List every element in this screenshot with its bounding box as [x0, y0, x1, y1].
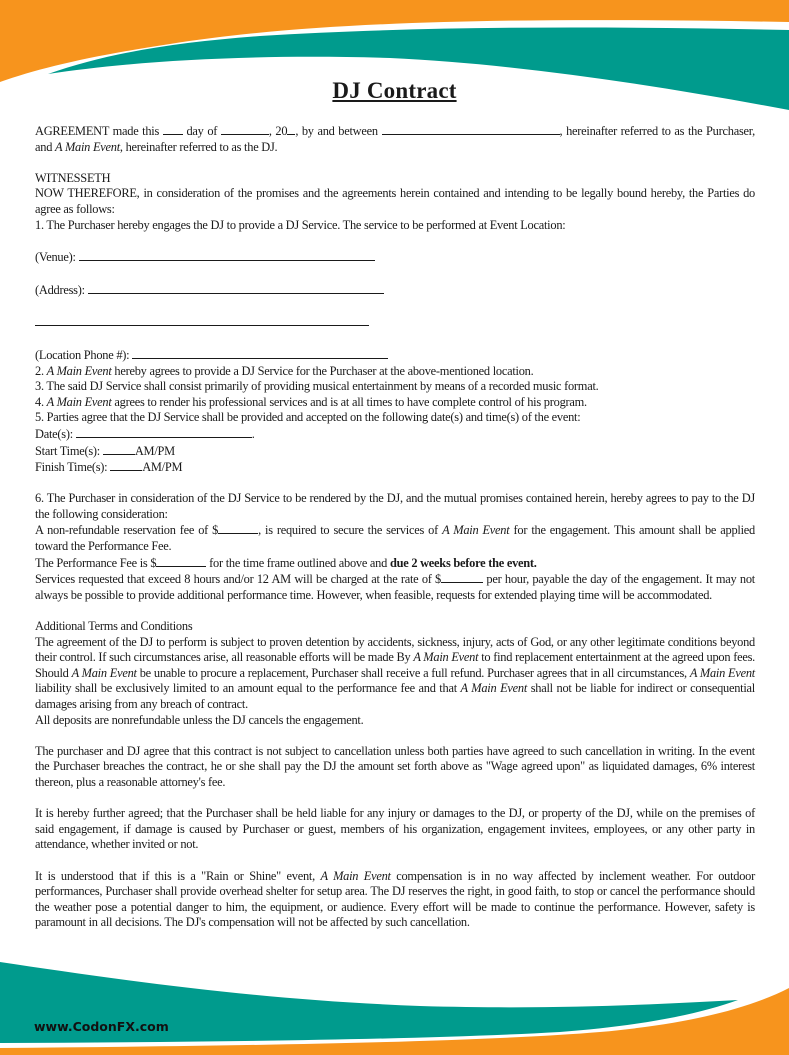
additional-terms-heading: Additional Terms and Conditions — [35, 619, 193, 634]
address-line-2 — [35, 314, 755, 331]
weather-text: compensation is in no way affected by inclement weather. For outdoor performances, Purchaser shall provide overhead shelter for setup area. The DJ reserves the right, in good faith, to stop or cancel the performance should the weather pose a potential danger to him, the equipment, or audience. Every effort will be made to continue the performance. However, safety is paramount in all decisions. The DJ's compensation will not be affected by such cancellation. — [35, 868, 756, 930]
performance-fee-paragraph — [35, 555, 755, 572]
company-name: A Main Event — [413, 650, 479, 665]
performance-fee-blank[interactable] — [156, 555, 206, 567]
additional-text: be unable to procure a replacement, Purchaser shall receive a full refund. Purchaser agrees that in all circumstances, — [136, 665, 690, 680]
hourly-rate-blank[interactable] — [441, 571, 483, 583]
clause-6: 6. The Purchaser in consideration of the DJ Service to be rendered by the DJ, and the mutual promises contained herein, hereby agrees to pay to the DJ the following consideration: — [35, 491, 755, 521]
intro-paragraph — [35, 123, 755, 155]
company-name: A Main Event — [460, 681, 528, 696]
start-time-label: Start Time(s): — [35, 443, 103, 458]
page-title: DJ Contract — [332, 78, 457, 104]
now-therefore-paragraph: NOW THEREFORE, in consideration of the promises and the agreements herein contained and intending to be legally bound hereby, the Parties do agree as follows: — [35, 186, 755, 216]
dates-label: Date(s): — [35, 426, 76, 441]
clause-3: 3. The said DJ Service shall consist primarily of providing musical entertainment by means of a recorded music format. — [35, 379, 599, 394]
start-time-field — [35, 443, 755, 460]
company-name: A Main Event — [55, 139, 120, 154]
phone-blank[interactable] — [132, 347, 388, 359]
clause-4 — [35, 395, 755, 411]
weather-text: It is understood that if this is a "Rain or Shine" event, — [35, 868, 321, 883]
performance-fee-text: for the time frame outlined above and — [206, 555, 390, 570]
clause-5: 5. Parties agree that the DJ Service shall be provided and accepted on the following date(s) and time(s) of the event: — [35, 410, 581, 425]
venue-label: (Venue): — [35, 250, 79, 265]
ampm-label: AM/PM — [142, 460, 183, 475]
intro-text: AGREEMENT made this — [35, 124, 163, 138]
company-name: A Main Event — [46, 394, 112, 409]
reservation-fee-paragraph — [35, 522, 755, 554]
venue-field — [35, 249, 755, 266]
clause-1: 1. The Purchaser hereby engages the DJ to provide a DJ Service. The service to be performed at Event Location: — [35, 217, 566, 232]
month-blank[interactable] — [221, 123, 269, 135]
venue-blank[interactable] — [79, 249, 375, 261]
additional-terms-paragraph — [35, 635, 755, 713]
performance-fee-text: The Performance Fee is $ — [35, 555, 157, 570]
company-name: A Main Event — [689, 665, 755, 680]
purchaser-name-blank[interactable] — [382, 123, 560, 135]
phone-label: (Location Phone #): — [35, 347, 133, 362]
footer-website-link[interactable]: www.CodonFX.com — [34, 1019, 169, 1034]
intro-text: , 20 — [268, 124, 288, 138]
start-time-blank[interactable] — [103, 443, 135, 455]
witnesseth-heading: WITNESSETH — [35, 170, 111, 185]
deposits-paragraph: All deposits are nonrefundable unless the DJ cancels the engagement. — [35, 712, 364, 727]
phone-field — [35, 347, 755, 364]
clause-text: agrees to render his professional services and is at all times to have complete control of his program. — [111, 394, 587, 409]
additional-text: to find replacement entertainment at the agreed upon fees. Should — [35, 650, 755, 680]
liability-paragraph: It is hereby further agreed; that the Purchaser shall be held liable for any injury or damages to the DJ, or property of the DJ, while on the premises of said engagement, if damage is caused by Purchaser or guest, members of his organization, engagement invitees, employees, or any other party in attendance, whether invited or not. — [35, 806, 755, 852]
company-name: A Main Event — [46, 363, 112, 378]
finish-time-field — [35, 459, 755, 476]
address-field — [35, 282, 755, 299]
company-name: A Main Event — [442, 523, 510, 538]
weather-paragraph — [35, 869, 755, 931]
intro-text: , by and between — [295, 124, 382, 138]
day-blank[interactable] — [163, 123, 183, 135]
reservation-fee-blank[interactable] — [218, 522, 258, 534]
overtime-text: Services requested that exceed 8 hours and/or 12 AM will be charged at the rate of $ — [35, 572, 441, 587]
footer-wave-decoration — [0, 950, 789, 1055]
dates-blank[interactable] — [76, 426, 252, 438]
dates-field: Date(s): . — [35, 426, 255, 441]
additional-text: The agreement of the DJ to perform is subject to proven detention by accidents, sickness, injury, acts of God, or any other legitimate conditions beyond their control. If such circumstances arise, all reasonable efforts will be made By — [35, 634, 755, 665]
clause-text: hereby agrees to provide a DJ Service for the Purchaser at the above-mentioned location. — [111, 363, 534, 378]
intro-text: day of — [182, 124, 221, 138]
clause-number: 4. — [35, 394, 47, 409]
finish-time-blank[interactable] — [110, 459, 142, 471]
performance-fee-text: . — [533, 555, 537, 570]
ampm-label: AM/PM — [134, 443, 175, 458]
company-name: A Main Event — [320, 868, 391, 883]
intro-text: , hereinafter referred to as the Purchaser, and — [35, 124, 755, 154]
cancellation-paragraph: The purchaser and DJ agree that this contract is not subject to cancellation unless both parties have agreed to such cancellation in writing. In the event the Purchaser breaches the contract, he or she shall pay the DJ the amount set forth above as "Wage agreed upon" as liquidated damages, 6% interest thereon, plus a reasonable attorney's fee. — [35, 743, 755, 789]
clause-2 — [35, 364, 755, 380]
reservation-text: A non-refundable reservation fee of $ — [35, 523, 219, 538]
reservation-text: for the engagement. This amount shall be applied toward the Performance Fee. — [35, 523, 755, 554]
additional-text: shall not be liable for indirect or consequential damages arising from any breach of contract. — [35, 681, 755, 711]
header-wave-decoration — [0, 0, 789, 130]
additional-text: liability shall be exclusively limited to an amount equal to the performance fee and that — [35, 681, 461, 696]
finish-time-label: Finish Time(s): — [35, 460, 111, 475]
contract-body — [35, 123, 755, 931]
address-blank[interactable] — [88, 282, 384, 294]
due-date-emphasis: due 2 weeks before the event — [389, 555, 534, 570]
reservation-text: , is required to secure the services of — [258, 523, 443, 538]
address-line-2-blank[interactable] — [35, 314, 369, 326]
overtime-paragraph — [35, 571, 755, 603]
intro-text: , hereinafter referred to as the DJ. — [119, 139, 278, 154]
overtime-text: per hour, payable the day of the engagement. It may not always be possible to provide additional performance time. However, when feasible, requests for extended playing time will be accommodated. — [35, 572, 755, 602]
company-name: A Main Event — [71, 665, 137, 680]
clause-number: 2. — [35, 363, 47, 378]
address-label: (Address): — [35, 282, 88, 297]
